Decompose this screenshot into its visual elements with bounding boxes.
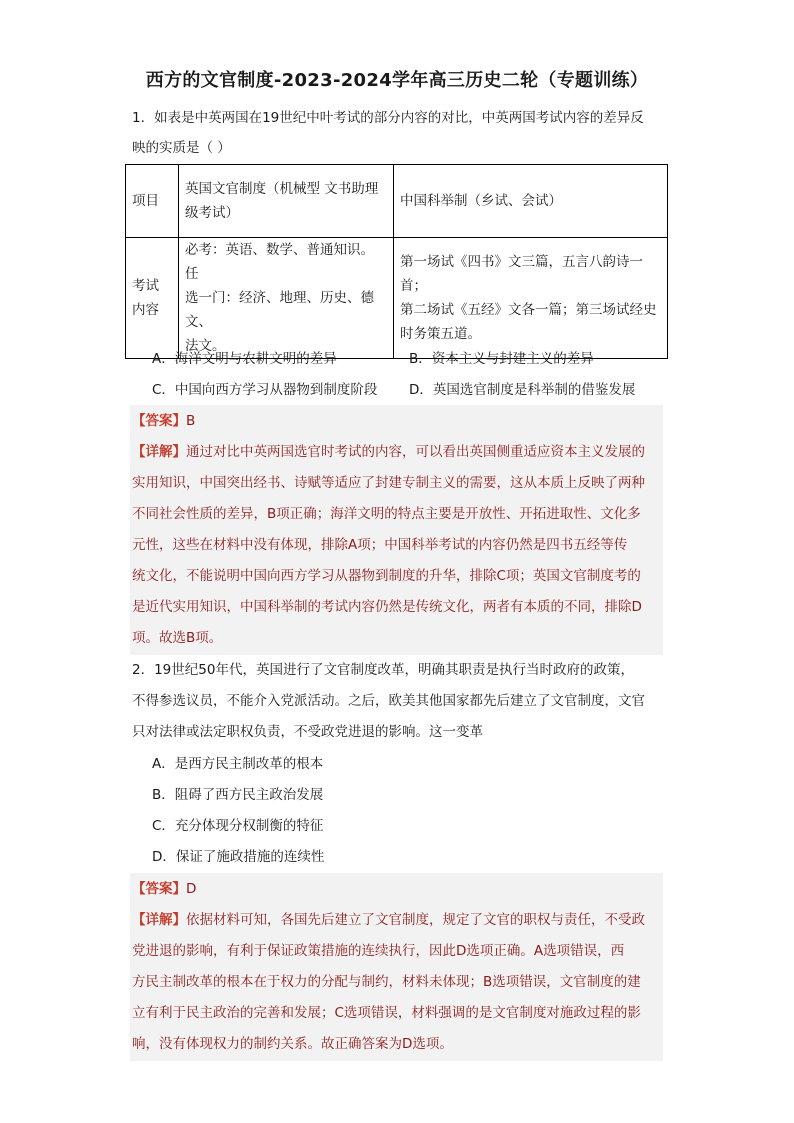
q2-answer-value: D bbox=[186, 881, 197, 897]
q2-stem-line-3: 只对法律或法定职权负责，不受政党进退的影响。这一变革 bbox=[132, 724, 483, 740]
q2-stem-line-2: 不得参选议员，不能介入党派活动。之后，欧美其他国家都先后建立了文官制度，文官 bbox=[132, 693, 645, 709]
q1-detail-line-5: 统文化，不能说明中国向西方学习从器物到制度的升华，排除C项；英国文官制度考的 bbox=[132, 568, 641, 584]
q2-answer-tag: 【答案】 bbox=[132, 881, 186, 897]
q1-option-d[interactable]: D．英国选官制度是科举制的借鉴发展 bbox=[409, 382, 636, 398]
row-label-line-2: 内容 bbox=[132, 302, 159, 318]
header-china-cell bbox=[394, 165, 668, 238]
q2-detail-line-3: 方民主制改革的根本在于权力的分配与制约，材料未体现；B选项错误，文官制度的建 bbox=[132, 974, 641, 990]
q2-answer bbox=[132, 879, 196, 899]
q1-detail-tag: 【详解】 bbox=[132, 444, 186, 460]
header-england-line-2: 级考试） bbox=[185, 205, 239, 221]
page-title: 西方的文官制度-2023-2024学年高三历史二轮（专题训练） bbox=[145, 70, 649, 91]
q1-detail-line-4: 元性，这些在材料中没有体现，排除A项；中国科举考试的内容仍然是四书五经等传 bbox=[132, 537, 628, 553]
china-line-1: 第一场试《四书》文三篇，五言八韵诗一首； bbox=[400, 254, 643, 294]
england-line-2: 选一门：经济、地理、历史、德文、 bbox=[185, 290, 374, 330]
q2-option-d[interactable]: D．保证了施政措施的连续性 bbox=[152, 849, 325, 865]
table-content-row bbox=[126, 238, 668, 359]
comparison-table bbox=[125, 164, 668, 359]
q1-option-c[interactable]: C．中国向西方学习从器物到制度阶段 bbox=[152, 382, 378, 398]
q2-detail-line-4: 立有利于民主政治的完善和发展；C选项错误，材料强调的是文官制度对施政过程的影 bbox=[132, 1005, 641, 1021]
q2-detail-line-2: 党进退的影响，有利于保证政策措施的连续执行，因此D选项正确。A选项错误，西 bbox=[132, 943, 625, 959]
header-item: 项目 bbox=[132, 193, 159, 209]
q2-detail-line-1 bbox=[132, 910, 645, 930]
q1-option-a[interactable]: A．海洋文明与农耕文明的差异 bbox=[152, 351, 337, 367]
q1-stem-line-1: 1．如表是中英两国在19世纪中叶考试的部分内容的对比，中英两国考试内容的差异反 bbox=[132, 110, 644, 126]
q2-detail-tag: 【详解】 bbox=[132, 912, 186, 928]
china-line-3: 时务策五道。 bbox=[400, 326, 481, 342]
header-england-cell bbox=[179, 165, 394, 238]
q1-detail-line-7: 项。故选B项。 bbox=[132, 630, 223, 646]
england-content-cell bbox=[179, 238, 394, 359]
q2-answer-box bbox=[130, 873, 663, 1061]
row-label-cell bbox=[126, 238, 179, 359]
q2-detail-text-1: 依据材料可知，各国先后建立了文官制度，规定了文官的职权与责任，不受政 bbox=[186, 912, 645, 928]
q1-detail-line-6: 是近代实用知识，中国科举制的考试内容仍然是传统文化，两者有本质的不同，排除D bbox=[132, 599, 642, 615]
q2-stem-line-1: 2．19世纪50年代，英国进行了文官制度改革，明确其职责是执行当时政府的政策， bbox=[132, 662, 634, 678]
q1-answer-tag: 【答案】 bbox=[132, 413, 186, 429]
q1-detail-text-1: 通过对比中英两国选官时考试的内容，可以看出英国侧重适应资本主义发展的 bbox=[186, 444, 645, 460]
header-china: 中国科举制（乡试、会试） bbox=[400, 193, 562, 209]
header-england-line-1: 英国文官制度（机械型 文书助理 bbox=[185, 181, 379, 197]
q2-option-a[interactable]: A．是西方民主制改革的根本 bbox=[152, 756, 324, 772]
row-label-line-1: 考试 bbox=[132, 278, 159, 294]
q1-stem-line-2: 映的实质是（ ） bbox=[132, 140, 231, 156]
header-item-cell bbox=[126, 165, 179, 238]
q2-option-b[interactable]: B．阻碍了西方民主政治发展 bbox=[152, 787, 324, 803]
q1-detail-line-2: 实用知识，中国突出经书、诗赋等适应了封建专制主义的需要，这从本质上反映了两种 bbox=[132, 475, 645, 491]
england-line-3: 法文。 bbox=[185, 338, 226, 354]
q1-answer-value: B bbox=[186, 413, 196, 429]
q2-option-c[interactable]: C．充分体现分权制衡的特征 bbox=[152, 818, 324, 834]
china-content-cell bbox=[394, 238, 668, 359]
q1-option-b[interactable]: B．资本主义与封建主义的差异 bbox=[409, 351, 594, 367]
q1-answer bbox=[132, 411, 195, 431]
q1-detail-line-1 bbox=[132, 442, 645, 462]
q1-detail-line-3: 不同社会性质的差异，B项正确；海洋文明的特点主要是开放性、开拓进取性、文化多 bbox=[132, 506, 641, 522]
table-header-row bbox=[126, 165, 668, 238]
england-line-1: 必考：英语、数学、普通知识。任 bbox=[185, 242, 374, 282]
china-line-2: 第二场试《五经》文各一篇；第三场试经史 bbox=[400, 302, 657, 318]
q2-detail-line-5: 响，没有体现权力的制约关系。故正确答案为D选项。 bbox=[132, 1036, 453, 1052]
